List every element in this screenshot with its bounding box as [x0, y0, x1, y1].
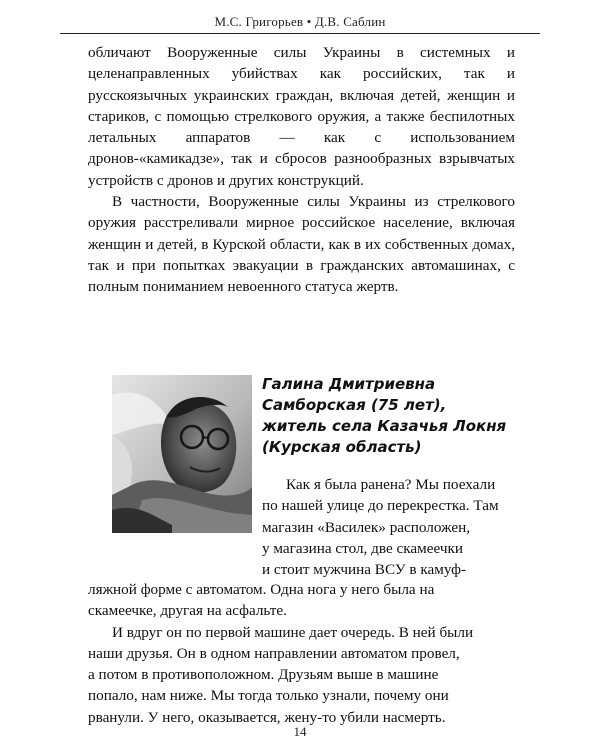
text-line: рванули. У него, оказывается, жену-то убили насмерть. — [88, 708, 446, 726]
page-number: 14 — [293, 724, 307, 739]
paragraph: обличают Вооруженные силы Украины в системных и целенаправленных убийствах как российских, так и русскоязычных украинских граждан, включая детей, женщин и стариков, с помощью стрелкового оружия, а также беспилотных летальных аппаратов — как с использованием дронов-«камикадзе», так и сбросов разнообразных взрывчатых устройств с дронов и других конструкций. — [88, 44, 515, 189]
text-line: наши друзья. Он в одном направлении автоматом провел, — [88, 644, 460, 662]
text-line: скамеечке, другая на асфальте. — [88, 602, 287, 620]
testimony-full — [88, 579, 515, 728]
text-line: Как я была ранена? Мы поехали — [286, 476, 496, 493]
witness-caption — [262, 374, 524, 458]
text-line: у магазина стол, две скамеечки — [262, 539, 463, 557]
text-line: а потом в противоположном. Друзьям выше в машине — [88, 666, 439, 684]
text-line: и стоит мужчина ВСУ в камуф- — [262, 561, 466, 579]
header-rule — [60, 33, 540, 34]
running-header: М.С. Григорьев • Д.В. Саблин — [214, 14, 386, 29]
text-line: попало, нам ниже. Мы тогда только узнали, почему они — [88, 687, 449, 705]
paragraph: В частности, Вооруженные силы Украины из стрелкового оружия расстреливали мирное российское население, включая женщин и детей, в Курской области, как в их собственных домах, так и при попытках эвакуации в гражданских автомашинах, с полным пониманием невоенного статуса жертв. — [88, 193, 515, 296]
caption-line: (Курская область) — [262, 438, 422, 456]
caption-line: житель села Казачья Локня — [262, 417, 507, 435]
testimony-narrow — [262, 474, 513, 580]
text-line: по нашей улице до перекрестка. Там — [262, 497, 499, 515]
caption-line: Галина Дмитриевна — [262, 375, 436, 393]
text-line: И вдруг он по первой машине дает очередь. В ней были — [112, 623, 474, 641]
witness-photo — [112, 375, 252, 533]
main-text — [88, 42, 515, 298]
text-line: ляжной форме с автоматом. Одна нога у него была на — [88, 581, 435, 598]
text-line: магазин «Василек» расположен, — [262, 518, 471, 536]
caption-line: Самборская (75 лет), — [262, 396, 447, 414]
